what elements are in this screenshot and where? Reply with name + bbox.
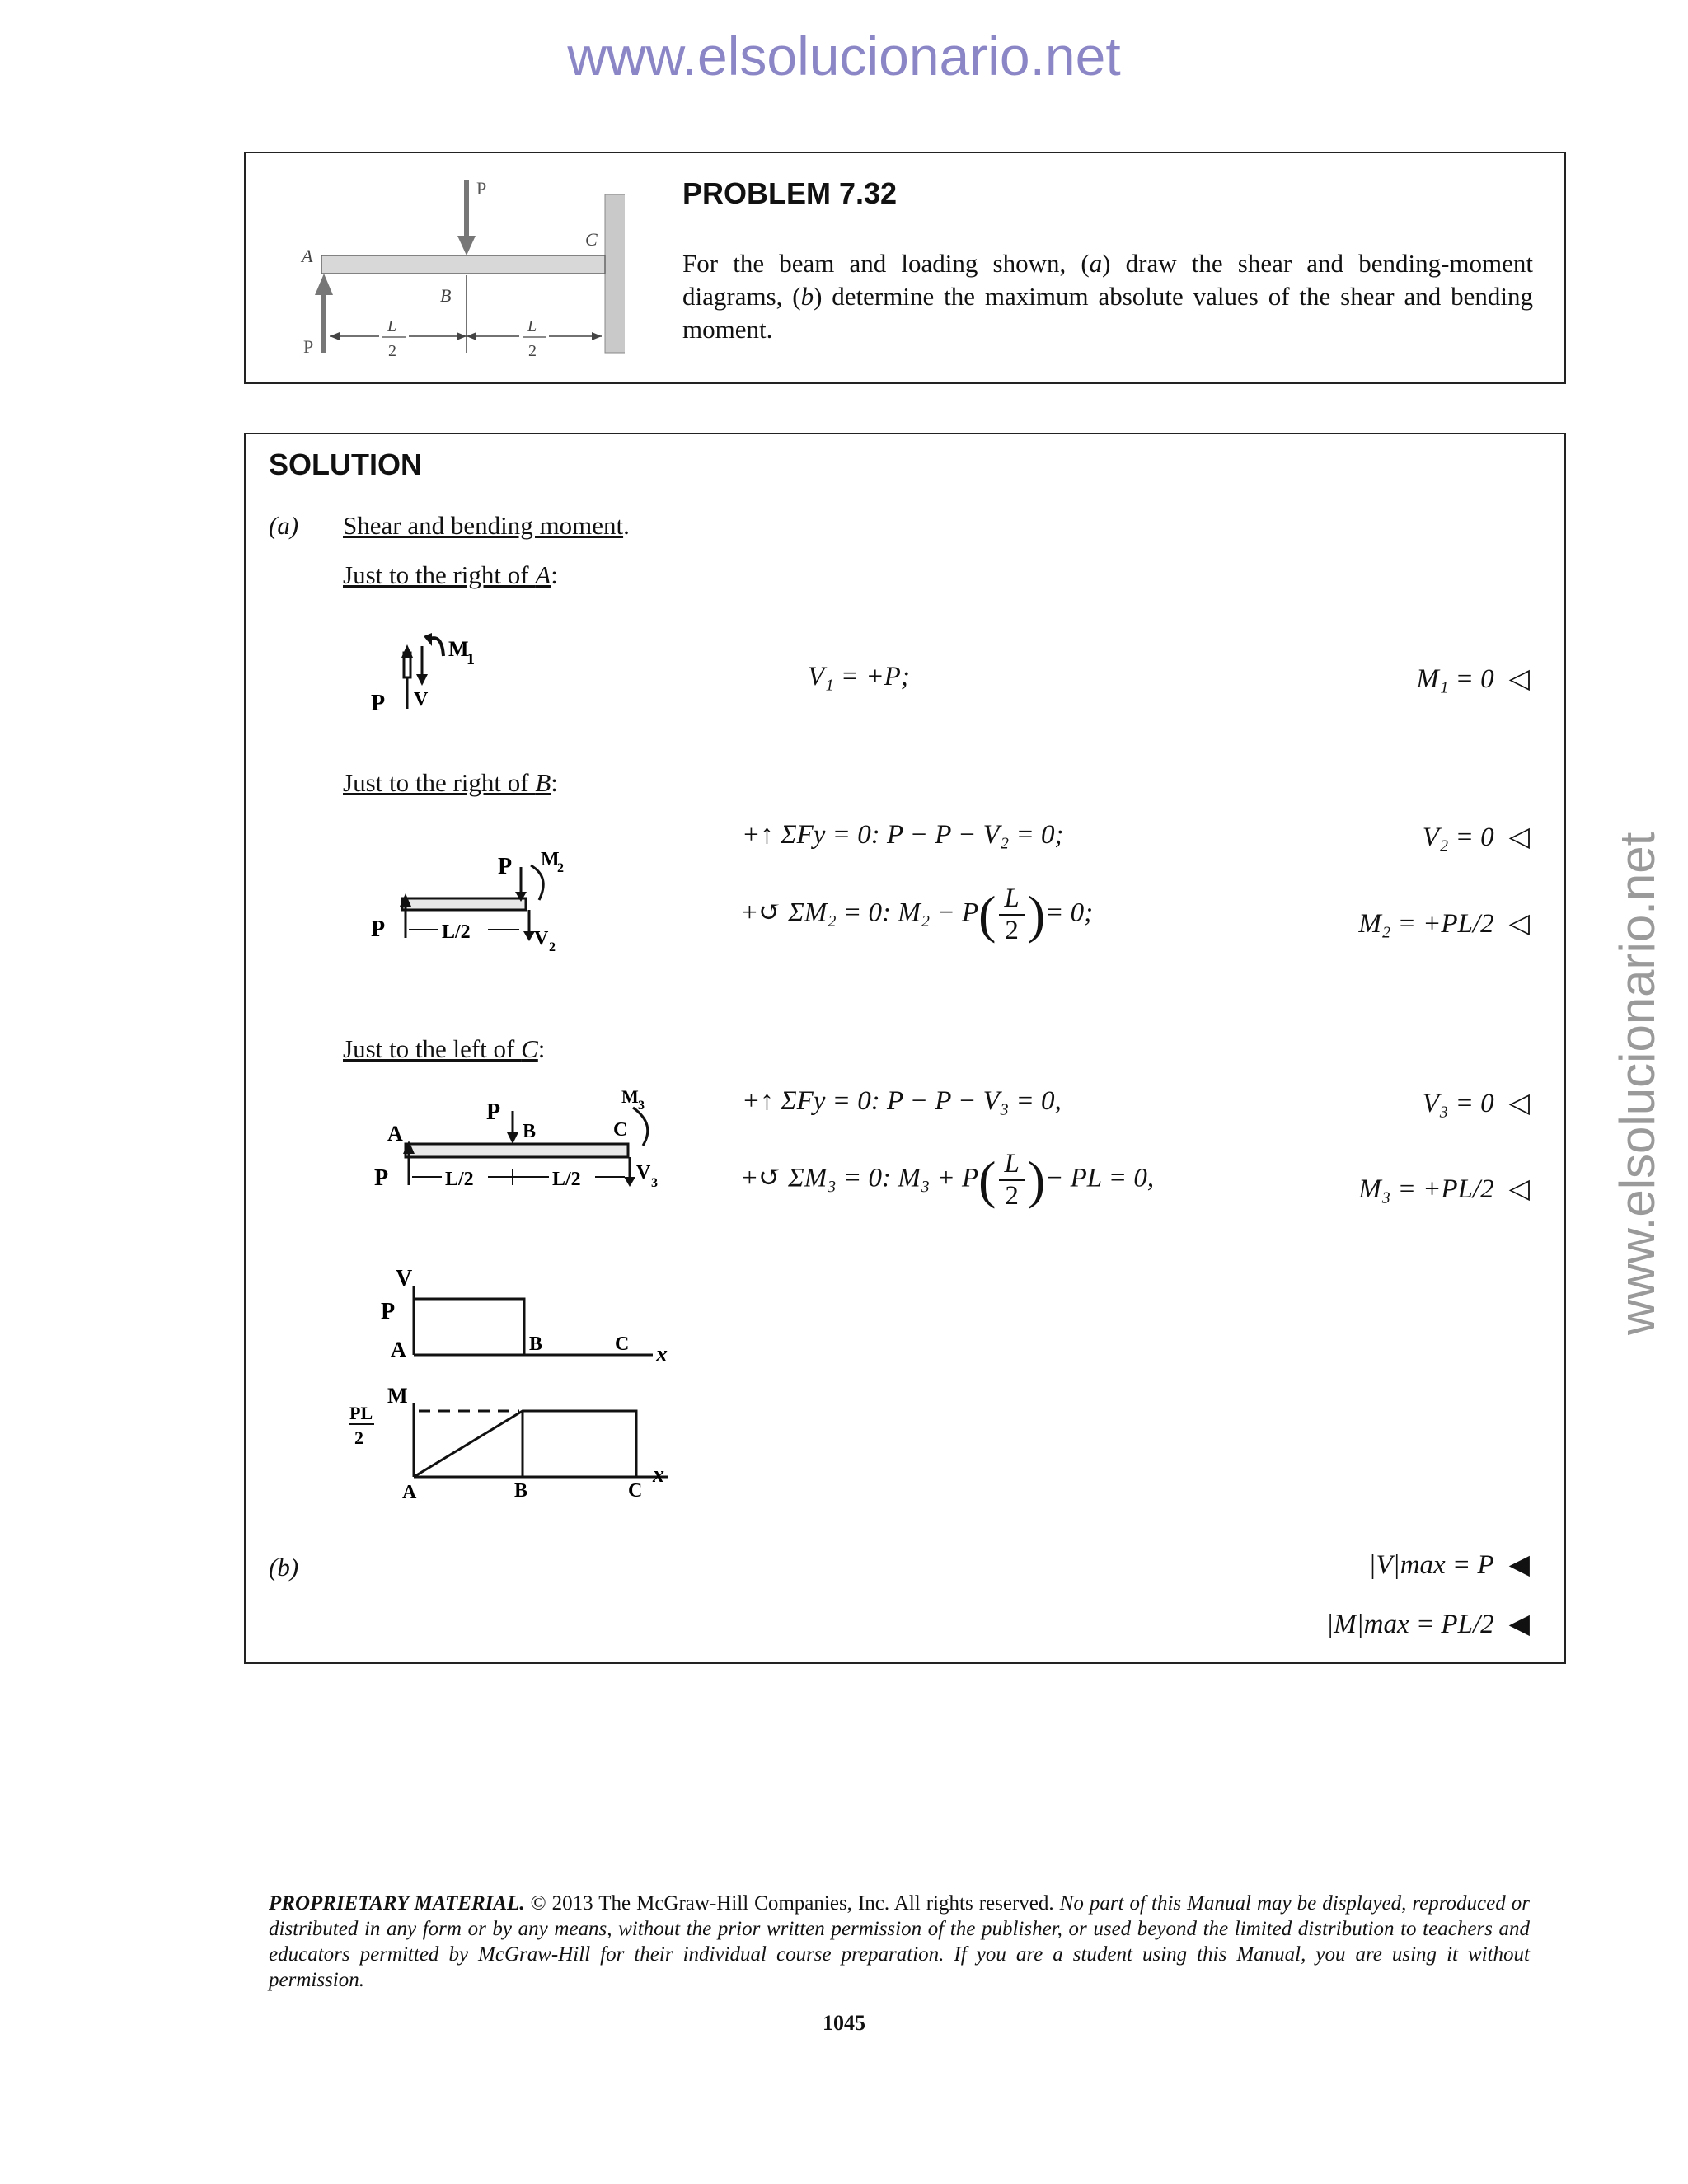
watermark-side: www.elsolucionario.net [1610, 832, 1665, 1335]
fbd-2 [366, 847, 564, 954]
dim-l-1: L [387, 317, 397, 335]
shear-p: P [381, 1299, 396, 1324]
moment-a: A [402, 1482, 417, 1503]
label-a: A [302, 246, 313, 266]
section1-res-m: M₁ = 0 ◁ [1416, 664, 1530, 694]
fbd1-m: M [448, 637, 469, 661]
frac-num: L [999, 1149, 1024, 1181]
answer-marker: ◁ [1508, 823, 1530, 852]
fbd2-v-sub: 2 [549, 940, 556, 954]
fbd3-span-2: L/2 [552, 1169, 581, 1190]
watermark-top: www.elsolucionario.net [567, 26, 1121, 87]
beam-figure [279, 170, 625, 368]
section3-heading: Just to the left of C: [343, 1034, 546, 1063]
fbd1-sub: 1 [467, 650, 475, 668]
moment-axis-x: x [653, 1462, 664, 1488]
answer-marker: ◁ [1508, 1089, 1530, 1118]
dim-l-2: L [528, 317, 537, 335]
part-a-heading: Shear and bending moment. [343, 511, 630, 540]
dim-2-1: 2 [388, 342, 396, 360]
moment-b: B [514, 1480, 528, 1502]
final-answer-marker: ◀ [1508, 1550, 1530, 1580]
section3-res-m: M₃ = +PL/2 ◁ [1358, 1174, 1530, 1204]
shear-diagram [371, 1261, 684, 1368]
fbd3-v: V [636, 1162, 651, 1183]
label-b: B [440, 285, 452, 306]
answer-marker: ◁ [1508, 664, 1530, 694]
fbd2-m: M [541, 849, 560, 870]
section2-heading: Just to the right of B: [343, 768, 558, 797]
shear-c: C [615, 1333, 630, 1355]
part-a-label: (a) [269, 511, 299, 540]
answer-marker: ◁ [1508, 909, 1530, 939]
fbd3-v-sub: 3 [651, 1176, 658, 1190]
answer-v-max: |V|max = P ◀ [1368, 1550, 1530, 1580]
moment-c: C [628, 1480, 643, 1502]
fbd2-p-left: P [371, 916, 386, 942]
section2-eq-f: +↑ ΣFy = 0: P − P − V₂ = 0; [742, 820, 1064, 850]
problem-box [244, 152, 1566, 384]
label-p-top: P [476, 178, 487, 199]
dim-2-2: 2 [528, 342, 537, 360]
fbd1-p: P [371, 691, 386, 716]
fbd3-a: A [387, 1122, 403, 1146]
section2-eq-m: +↺ ΣM₂ = 0: M₂ − P( $\frac{L}{2}$ )= 0; [740, 883, 1094, 945]
footer-notice: PROPRIETARY MATERIAL. © 2013 The McGraw-Hill Companies, Inc. All rights reserved. No part of this Manual may be displayed, reproduced or distributed in any form or by any means, without the prior written permission of the publisher, or used beyond the limited distribution to teachers and educators permitted by McGraw-Hill for their individual course preparation. If you are a student using this Manual, you are using it without permission. [269, 1892, 1530, 1991]
fbd-3 [371, 1086, 684, 1202]
fbd3-m-sub: 3 [638, 1099, 645, 1113]
fbd2-p-top: P [498, 854, 513, 879]
fbd2-v: V [534, 928, 549, 949]
fbd3-p-top: P [486, 1099, 501, 1125]
fbd1-v: V [414, 689, 429, 710]
label-c: C [585, 229, 598, 250]
fbd3-p-left: P [374, 1165, 389, 1191]
fbd3-b: B [523, 1121, 537, 1142]
answer-m-max: |M|max = PL/2 ◀ [1326, 1610, 1530, 1639]
fbd2-span: L/2 [442, 921, 471, 943]
problem-title: PROBLEM 7.32 [682, 176, 898, 210]
fbd-1 [363, 628, 486, 719]
shear-b: B [529, 1333, 543, 1355]
wall-support [605, 194, 625, 353]
fbd3-span-1: L/2 [445, 1169, 474, 1190]
section2-res-v: V₂ = 0 ◁ [1422, 823, 1530, 852]
part-b-label: (b) [269, 1553, 299, 1582]
frac-num: L [999, 883, 1024, 916]
section3-eq-m: +↺ ΣM₃ = 0: M₃ + P( $\frac{L}{2}$ )− PL = 0, [740, 1149, 1155, 1211]
shear-axis-x: x [656, 1342, 668, 1367]
label-p-left: P [303, 336, 314, 357]
moment-pl: PL [349, 1403, 373, 1423]
moment-diagram [346, 1385, 684, 1508]
solution-title: SOLUTION [269, 448, 422, 481]
fbd2-m-sub: 2 [557, 861, 564, 875]
shear-axis-v: V [396, 1266, 413, 1291]
final-answer-marker: ◀ [1508, 1610, 1530, 1639]
section3-eq-f: +↑ ΣFy = 0: P − P − V₃ = 0, [742, 1086, 1062, 1116]
moment-axis-m: M [387, 1385, 408, 1408]
beam [321, 255, 605, 274]
section2-res-m: M₂ = +PL/2 ◁ [1358, 909, 1530, 939]
shear-a: A [391, 1338, 406, 1361]
page-number: 1045 [823, 2011, 865, 2035]
fbd3-m: M [621, 1086, 639, 1107]
moment-two: 2 [354, 1427, 363, 1448]
frac-den: 2 [1005, 1181, 1019, 1211]
frac-den: 2 [1005, 916, 1019, 945]
problem-statement: For the beam and loading shown, (a) draw the shear and bending-moment diagrams, (b) determine the maximum absolute values of the shear and bending moment. [682, 249, 1533, 344]
fbd3-c: C [613, 1119, 628, 1141]
answer-marker: ◁ [1508, 1174, 1530, 1204]
section1-eq-v: V₁ = +P; [808, 662, 910, 691]
section3-res-v: V₃ = 0 ◁ [1422, 1089, 1530, 1118]
section1-heading: Just to the right of A: [343, 560, 558, 589]
